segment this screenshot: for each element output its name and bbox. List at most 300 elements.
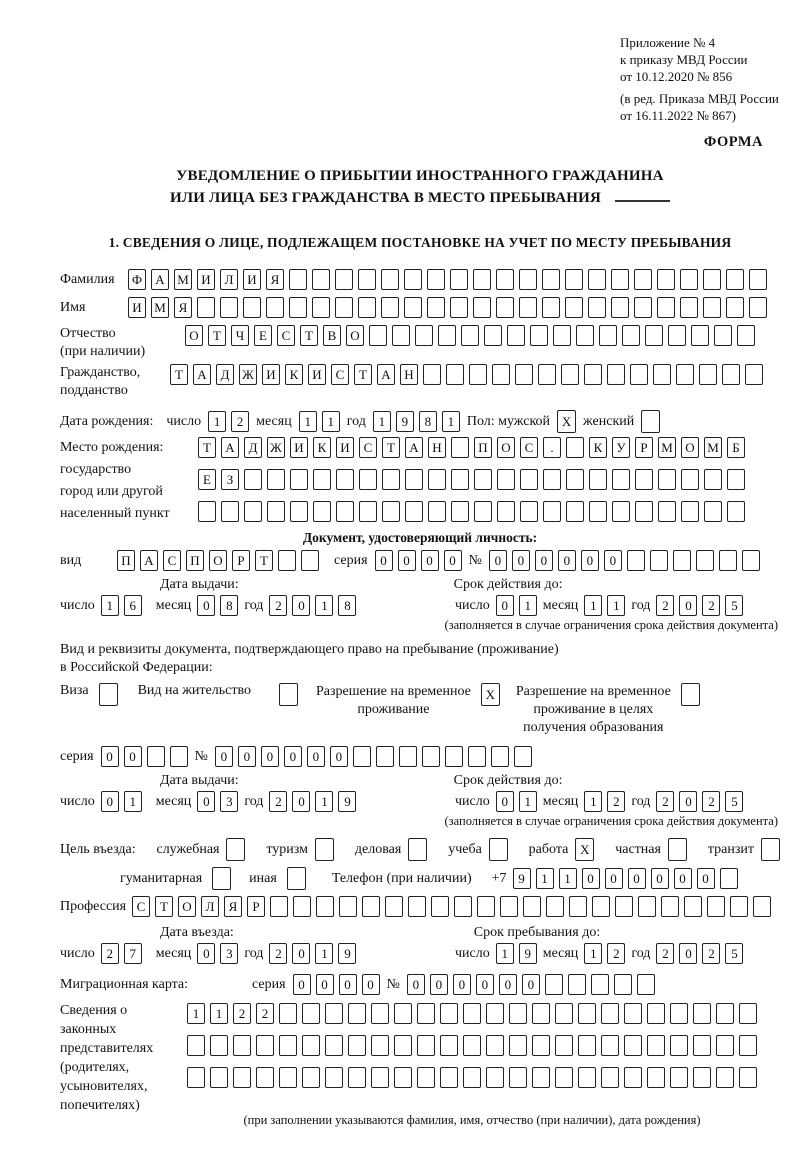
char-box[interactable] — [312, 297, 330, 318]
char-box[interactable] — [681, 469, 699, 490]
char-box[interactable] — [561, 364, 579, 385]
char-box[interactable] — [555, 1067, 573, 1088]
char-box[interactable] — [290, 501, 308, 522]
char-box[interactable]: О — [178, 896, 196, 917]
char-box[interactable] — [348, 1067, 366, 1088]
char-box[interactable] — [635, 501, 653, 522]
char-box[interactable]: 1 — [519, 791, 537, 812]
char-box[interactable]: 0 — [316, 974, 334, 995]
purpose-private-checkbox[interactable] — [668, 838, 687, 861]
char-box[interactable] — [394, 1003, 412, 1024]
char-box[interactable]: О — [185, 325, 203, 346]
char-box[interactable] — [394, 1035, 412, 1056]
char-box[interactable]: 2 — [269, 791, 287, 812]
char-box[interactable] — [359, 501, 377, 522]
char-box[interactable] — [385, 896, 403, 917]
char-box[interactable]: 2 — [702, 595, 720, 616]
char-box[interactable]: 9 — [338, 943, 356, 964]
char-box[interactable]: 0 — [101, 791, 119, 812]
char-box[interactable] — [417, 1003, 435, 1024]
char-box[interactable] — [473, 269, 491, 290]
char-box[interactable] — [509, 1003, 527, 1024]
char-box[interactable] — [279, 1035, 297, 1056]
char-box[interactable]: М — [174, 269, 192, 290]
char-box[interactable] — [645, 325, 663, 346]
char-box[interactable]: С — [359, 437, 377, 458]
char-box[interactable] — [376, 746, 394, 767]
char-box[interactable] — [381, 297, 399, 318]
char-box[interactable] — [657, 269, 675, 290]
char-box[interactable]: 1 — [208, 411, 226, 432]
char-box[interactable]: 0 — [476, 974, 494, 995]
char-box[interactable] — [359, 469, 377, 490]
char-box[interactable] — [427, 269, 445, 290]
char-box[interactable]: 0 — [398, 550, 416, 571]
char-box[interactable] — [638, 896, 656, 917]
char-box[interactable] — [532, 1035, 550, 1056]
char-box[interactable] — [244, 469, 262, 490]
char-box[interactable] — [440, 1003, 458, 1024]
char-box[interactable] — [634, 297, 652, 318]
vnzh-checkbox[interactable] — [279, 683, 298, 706]
char-box[interactable]: 1 — [536, 868, 554, 889]
char-box[interactable] — [417, 1035, 435, 1056]
char-box[interactable] — [187, 1035, 205, 1056]
char-box[interactable] — [530, 325, 548, 346]
char-box[interactable] — [514, 746, 532, 767]
char-box[interactable]: А — [221, 437, 239, 458]
char-box[interactable] — [210, 1035, 228, 1056]
char-box[interactable]: 0 — [307, 746, 325, 767]
char-box[interactable]: Е — [254, 325, 272, 346]
char-box[interactable]: С — [331, 364, 349, 385]
char-box[interactable] — [474, 501, 492, 522]
char-box[interactable] — [279, 1067, 297, 1088]
char-box[interactable] — [497, 501, 515, 522]
purpose-study-checkbox[interactable] — [489, 838, 508, 861]
char-box[interactable] — [742, 550, 760, 571]
char-box[interactable] — [440, 1067, 458, 1088]
char-box[interactable] — [737, 325, 755, 346]
char-box[interactable]: 3 — [220, 791, 238, 812]
char-box[interactable]: 8 — [338, 595, 356, 616]
char-box[interactable] — [727, 501, 745, 522]
char-box[interactable] — [289, 297, 307, 318]
char-box[interactable] — [428, 469, 446, 490]
char-box[interactable] — [611, 297, 629, 318]
char-box[interactable] — [463, 1067, 481, 1088]
char-box[interactable] — [187, 1067, 205, 1088]
char-box[interactable] — [749, 297, 767, 318]
char-box[interactable]: 1 — [584, 595, 602, 616]
char-box[interactable] — [676, 364, 694, 385]
char-box[interactable] — [301, 550, 319, 571]
char-box[interactable]: Я — [174, 297, 192, 318]
char-box[interactable]: 0 — [558, 550, 576, 571]
char-box[interactable] — [451, 469, 469, 490]
char-box[interactable] — [371, 1067, 389, 1088]
char-box[interactable] — [699, 364, 717, 385]
char-box[interactable] — [417, 1067, 435, 1088]
char-box[interactable] — [630, 364, 648, 385]
char-box[interactable]: 1 — [584, 791, 602, 812]
char-box[interactable]: 1 — [101, 595, 119, 616]
char-box[interactable] — [727, 469, 745, 490]
char-box[interactable] — [739, 1035, 757, 1056]
char-box[interactable] — [614, 974, 632, 995]
char-box[interactable] — [670, 1003, 688, 1024]
char-box[interactable]: 0 — [535, 550, 553, 571]
char-box[interactable] — [566, 469, 584, 490]
char-box[interactable] — [473, 297, 491, 318]
char-box[interactable]: . — [543, 437, 561, 458]
char-box[interactable]: И — [262, 364, 280, 385]
char-box[interactable] — [233, 1035, 251, 1056]
char-box[interactable] — [684, 896, 702, 917]
char-box[interactable]: 2 — [269, 943, 287, 964]
char-box[interactable] — [624, 1003, 642, 1024]
char-box[interactable]: Р — [635, 437, 653, 458]
male-checkbox[interactable]: X — [557, 410, 576, 433]
char-box[interactable] — [362, 896, 380, 917]
char-box[interactable]: О — [346, 325, 364, 346]
char-box[interactable] — [726, 297, 744, 318]
char-box[interactable]: 1 — [519, 595, 537, 616]
char-box[interactable] — [591, 974, 609, 995]
char-box[interactable] — [703, 269, 721, 290]
char-box[interactable]: А — [377, 364, 395, 385]
char-box[interactable]: И — [336, 437, 354, 458]
char-box[interactable] — [647, 1067, 665, 1088]
char-box[interactable] — [634, 269, 652, 290]
char-box[interactable]: 9 — [338, 791, 356, 812]
char-box[interactable]: 2 — [233, 1003, 251, 1024]
char-box[interactable] — [714, 325, 732, 346]
char-box[interactable] — [450, 269, 468, 290]
char-box[interactable] — [405, 501, 423, 522]
char-box[interactable] — [431, 896, 449, 917]
char-box[interactable] — [726, 269, 744, 290]
char-box[interactable]: Л — [201, 896, 219, 917]
char-box[interactable] — [302, 1067, 320, 1088]
char-box[interactable]: Т — [300, 325, 318, 346]
char-box[interactable] — [653, 364, 671, 385]
char-box[interactable] — [680, 297, 698, 318]
char-box[interactable]: З — [221, 469, 239, 490]
char-box[interactable]: 3 — [220, 943, 238, 964]
purpose-transit-checkbox[interactable] — [761, 838, 780, 861]
char-box[interactable] — [244, 501, 262, 522]
char-box[interactable] — [693, 1067, 711, 1088]
char-box[interactable] — [565, 269, 583, 290]
char-box[interactable]: К — [589, 437, 607, 458]
char-box[interactable]: 2 — [656, 791, 674, 812]
char-box[interactable] — [408, 896, 426, 917]
char-box[interactable] — [668, 325, 686, 346]
char-box[interactable] — [693, 1003, 711, 1024]
char-box[interactable]: 2 — [256, 1003, 274, 1024]
char-box[interactable]: 7 — [124, 943, 142, 964]
char-box[interactable]: 0 — [453, 974, 471, 995]
char-box[interactable] — [637, 974, 655, 995]
char-box[interactable] — [589, 501, 607, 522]
char-box[interactable]: 1 — [559, 868, 577, 889]
visa-checkbox[interactable] — [99, 683, 118, 706]
char-box[interactable] — [680, 269, 698, 290]
char-box[interactable]: 0 — [101, 746, 119, 767]
char-box[interactable]: Т — [354, 364, 372, 385]
char-box[interactable] — [555, 1035, 573, 1056]
char-box[interactable] — [369, 325, 387, 346]
char-box[interactable] — [339, 896, 357, 917]
char-box[interactable] — [221, 501, 239, 522]
char-box[interactable] — [635, 469, 653, 490]
char-box[interactable]: Б — [727, 437, 745, 458]
char-box[interactable] — [450, 297, 468, 318]
char-box[interactable]: П — [474, 437, 492, 458]
char-box[interactable]: 0 — [697, 868, 715, 889]
char-box[interactable]: Т — [155, 896, 173, 917]
char-box[interactable] — [661, 896, 679, 917]
char-box[interactable]: 9 — [513, 868, 531, 889]
char-box[interactable]: О — [497, 437, 515, 458]
char-box[interactable]: М — [704, 437, 722, 458]
char-box[interactable] — [704, 469, 722, 490]
char-box[interactable]: 0 — [582, 868, 600, 889]
char-box[interactable] — [566, 437, 584, 458]
char-box[interactable] — [423, 364, 441, 385]
char-box[interactable] — [325, 1035, 343, 1056]
char-box[interactable] — [607, 364, 625, 385]
char-box[interactable] — [566, 501, 584, 522]
char-box[interactable]: В — [323, 325, 341, 346]
char-box[interactable]: С — [163, 550, 181, 571]
char-box[interactable] — [446, 364, 464, 385]
char-box[interactable]: 5 — [725, 595, 743, 616]
char-box[interactable] — [693, 1035, 711, 1056]
char-box[interactable]: Н — [400, 364, 418, 385]
char-box[interactable]: П — [186, 550, 204, 571]
char-box[interactable] — [545, 974, 563, 995]
char-box[interactable]: Л — [220, 269, 238, 290]
char-box[interactable] — [243, 297, 261, 318]
rvp-edu-checkbox[interactable] — [681, 683, 700, 706]
char-box[interactable]: Т — [382, 437, 400, 458]
char-box[interactable]: 0 — [430, 974, 448, 995]
char-box[interactable] — [445, 746, 463, 767]
char-box[interactable] — [220, 297, 238, 318]
char-box[interactable]: С — [132, 896, 150, 917]
char-box[interactable] — [601, 1035, 619, 1056]
purpose-humanitarian-checkbox[interactable] — [212, 867, 231, 890]
char-box[interactable] — [670, 1035, 688, 1056]
char-box[interactable] — [612, 501, 630, 522]
char-box[interactable] — [358, 269, 376, 290]
char-box[interactable]: И — [308, 364, 326, 385]
char-box[interactable]: 1 — [124, 791, 142, 812]
char-box[interactable]: 6 — [124, 595, 142, 616]
char-box[interactable] — [279, 1003, 297, 1024]
char-box[interactable] — [463, 1003, 481, 1024]
char-box[interactable]: С — [520, 437, 538, 458]
char-box[interactable]: 5 — [725, 791, 743, 812]
char-box[interactable]: 0 — [679, 791, 697, 812]
char-box[interactable] — [198, 501, 216, 522]
char-box[interactable] — [491, 746, 509, 767]
char-box[interactable]: 0 — [197, 791, 215, 812]
char-box[interactable]: М — [151, 297, 169, 318]
char-box[interactable] — [730, 896, 748, 917]
char-box[interactable]: 0 — [651, 868, 669, 889]
char-box[interactable] — [538, 364, 556, 385]
char-box[interactable] — [335, 269, 353, 290]
char-box[interactable]: 2 — [231, 411, 249, 432]
char-box[interactable] — [532, 1003, 550, 1024]
char-box[interactable]: 0 — [679, 943, 697, 964]
char-box[interactable] — [233, 1067, 251, 1088]
char-box[interactable]: Ч — [231, 325, 249, 346]
char-box[interactable] — [422, 746, 440, 767]
char-box[interactable]: 0 — [407, 974, 425, 995]
char-box[interactable]: Я — [266, 269, 284, 290]
char-box[interactable] — [394, 1067, 412, 1088]
char-box[interactable] — [461, 325, 479, 346]
char-box[interactable]: 0 — [499, 974, 517, 995]
char-box[interactable] — [440, 1035, 458, 1056]
char-box[interactable] — [382, 469, 400, 490]
char-box[interactable] — [523, 896, 541, 917]
char-box[interactable] — [720, 868, 738, 889]
char-box[interactable] — [588, 297, 606, 318]
char-box[interactable]: 8 — [220, 595, 238, 616]
char-box[interactable]: 2 — [656, 595, 674, 616]
char-box[interactable]: 9 — [396, 411, 414, 432]
char-box[interactable] — [739, 1003, 757, 1024]
char-box[interactable]: 0 — [628, 868, 646, 889]
char-box[interactable] — [353, 746, 371, 767]
char-box[interactable] — [673, 550, 691, 571]
char-box[interactable] — [348, 1035, 366, 1056]
char-box[interactable] — [568, 974, 586, 995]
char-box[interactable] — [392, 325, 410, 346]
char-box[interactable]: 0 — [421, 550, 439, 571]
char-box[interactable] — [399, 746, 417, 767]
char-box[interactable] — [270, 896, 288, 917]
purpose-work-checkbox[interactable]: X — [575, 838, 594, 861]
char-box[interactable] — [670, 1067, 688, 1088]
char-box[interactable] — [520, 469, 538, 490]
char-box[interactable] — [543, 501, 561, 522]
char-box[interactable] — [313, 501, 331, 522]
char-box[interactable] — [753, 896, 771, 917]
char-box[interactable] — [468, 746, 486, 767]
char-box[interactable]: 0 — [604, 550, 622, 571]
char-box[interactable] — [707, 896, 725, 917]
char-box[interactable] — [546, 896, 564, 917]
char-box[interactable]: И — [290, 437, 308, 458]
char-box[interactable] — [565, 297, 583, 318]
char-box[interactable] — [704, 501, 722, 522]
char-box[interactable]: 1 — [373, 411, 391, 432]
char-box[interactable]: 1 — [187, 1003, 205, 1024]
char-box[interactable] — [371, 1035, 389, 1056]
char-box[interactable]: 2 — [101, 943, 119, 964]
char-box[interactable]: 0 — [339, 974, 357, 995]
char-box[interactable] — [325, 1003, 343, 1024]
char-box[interactable]: 0 — [522, 974, 540, 995]
char-box[interactable] — [624, 1067, 642, 1088]
char-box[interactable] — [336, 469, 354, 490]
char-box[interactable]: 0 — [674, 868, 692, 889]
char-box[interactable] — [509, 1035, 527, 1056]
char-box[interactable]: 0 — [496, 595, 514, 616]
char-box[interactable] — [427, 297, 445, 318]
char-box[interactable]: Ж — [239, 364, 257, 385]
char-box[interactable] — [325, 1067, 343, 1088]
char-box[interactable] — [500, 896, 518, 917]
char-box[interactable]: 0 — [292, 595, 310, 616]
char-box[interactable] — [658, 501, 676, 522]
char-box[interactable] — [716, 1067, 734, 1088]
char-box[interactable]: А — [193, 364, 211, 385]
char-box[interactable] — [302, 1003, 320, 1024]
char-box[interactable] — [696, 550, 714, 571]
char-box[interactable] — [716, 1035, 734, 1056]
char-box[interactable]: 0 — [238, 746, 256, 767]
char-box[interactable] — [451, 501, 469, 522]
char-box[interactable] — [716, 1003, 734, 1024]
purpose-tourism-checkbox[interactable] — [315, 838, 334, 861]
char-box[interactable] — [691, 325, 709, 346]
char-box[interactable]: 0 — [496, 791, 514, 812]
char-box[interactable] — [615, 896, 633, 917]
female-checkbox[interactable] — [641, 410, 660, 433]
char-box[interactable]: 2 — [702, 791, 720, 812]
char-box[interactable] — [451, 437, 469, 458]
char-box[interactable] — [739, 1067, 757, 1088]
char-box[interactable]: К — [285, 364, 303, 385]
char-box[interactable]: 0 — [124, 746, 142, 767]
char-box[interactable] — [454, 896, 472, 917]
char-box[interactable] — [657, 297, 675, 318]
char-box[interactable]: Т — [255, 550, 273, 571]
char-box[interactable]: Д — [216, 364, 234, 385]
char-box[interactable]: 0 — [489, 550, 507, 571]
char-box[interactable]: Ф — [128, 269, 146, 290]
char-box[interactable]: Т — [170, 364, 188, 385]
char-box[interactable] — [428, 501, 446, 522]
char-box[interactable]: 5 — [725, 943, 743, 964]
char-box[interactable] — [492, 364, 510, 385]
char-box[interactable] — [576, 325, 594, 346]
char-box[interactable]: 8 — [419, 411, 437, 432]
char-box[interactable] — [647, 1035, 665, 1056]
char-box[interactable] — [358, 297, 376, 318]
char-box[interactable]: Т — [198, 437, 216, 458]
char-box[interactable]: 0 — [581, 550, 599, 571]
rvp-checkbox[interactable]: X — [481, 683, 500, 706]
char-box[interactable] — [749, 269, 767, 290]
char-box[interactable]: Т — [208, 325, 226, 346]
char-box[interactable]: А — [140, 550, 158, 571]
char-box[interactable] — [497, 469, 515, 490]
char-box[interactable]: 0 — [261, 746, 279, 767]
char-box[interactable] — [578, 1067, 596, 1088]
char-box[interactable]: 0 — [292, 791, 310, 812]
char-box[interactable]: 1 — [607, 595, 625, 616]
char-box[interactable] — [302, 1035, 320, 1056]
char-box[interactable] — [650, 550, 668, 571]
